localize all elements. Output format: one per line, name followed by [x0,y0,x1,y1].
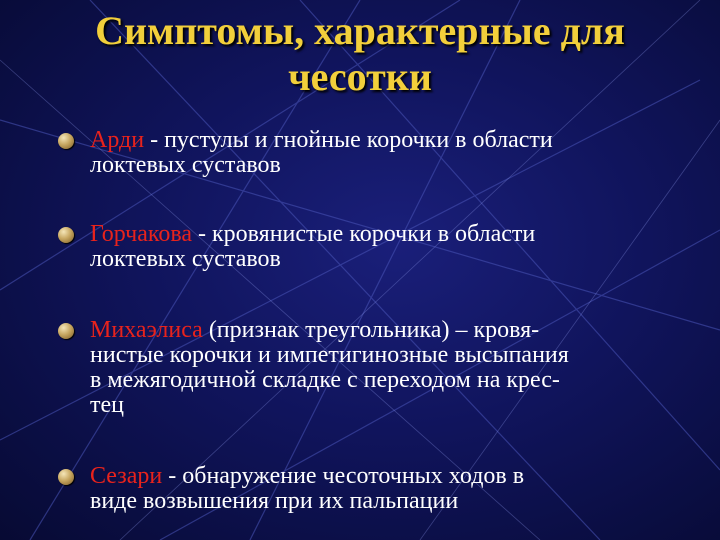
bullet-sphere-icon [58,227,74,243]
title-line-1: Симптомы, характерные для [95,8,625,53]
bullet-sphere-icon [58,323,74,339]
symptom-description-line-4: тец [90,392,124,418]
symptom-description-line-3: в межягодичной складке с переходом на крес- [90,367,560,393]
symptom-name: Михаэлиса [90,317,203,343]
symptom-description-line-2: нистые корочки и импетигинозные высыпания [90,342,569,368]
slide-title [40,8,680,100]
symptom-description: - кровянистые корочки в области [192,221,536,247]
bullet-sphere-icon [58,469,74,485]
symptom-description-continued: виде возвышения при их пальпации [90,488,459,514]
bullet-text [90,318,690,418]
symptom-name: Арди [90,127,145,153]
symptom-description: (признак треугольника) – кровя- [202,317,540,343]
symptom-name: Сезари [90,463,163,489]
title-line-2: чесотки [288,54,432,99]
bullet-sphere-icon [58,133,74,149]
symptom-description-continued: локтевых суставов [90,246,281,272]
symptom-description: - обнаружение чесоточных ходов в [162,463,525,489]
symptom-description: - пустулы и гнойные корочки в области [144,127,553,153]
symptom-description-continued: локтевых суставов [90,152,281,178]
bullet-text [90,464,690,514]
bullet-text [90,128,690,178]
symptom-name: Горчакова [90,221,192,247]
bullet-text [90,222,690,272]
